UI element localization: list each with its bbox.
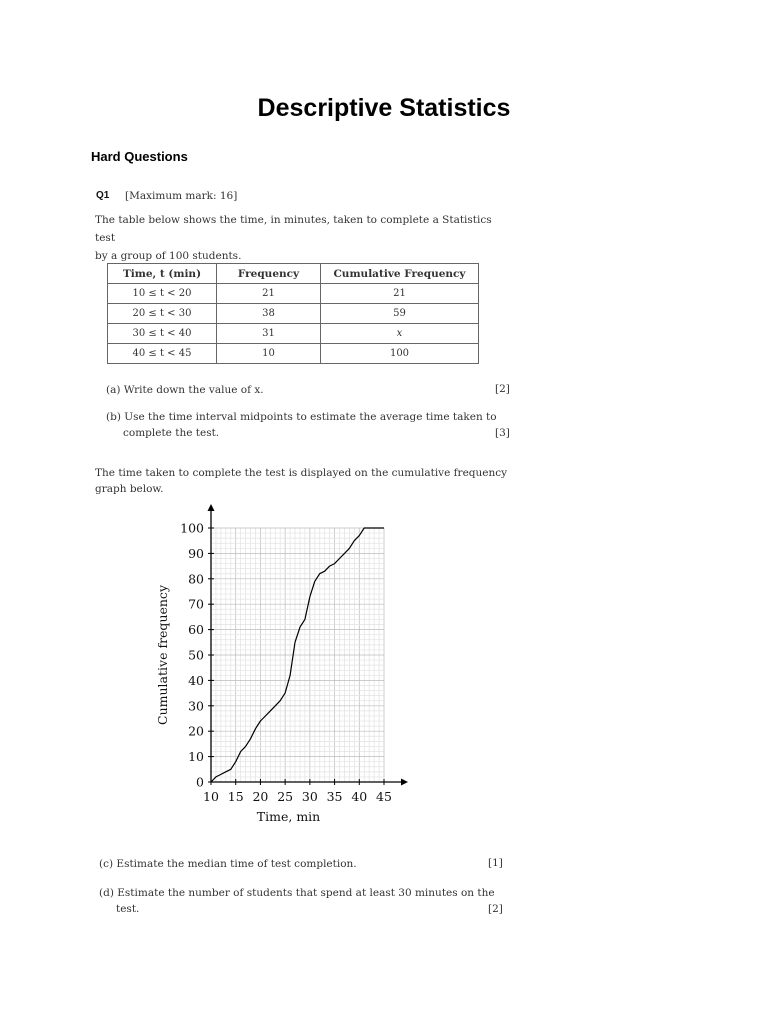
table-cell: 38: [217, 304, 321, 324]
x-tick-label: 15: [227, 789, 244, 804]
y-tick-label: 80: [188, 571, 204, 587]
table-header: Frequency: [217, 264, 321, 284]
x-tick-label: 35: [326, 789, 343, 804]
graph-intro-line: The time taken to complete the test is displayed on the cumulative frequency: [95, 467, 508, 479]
table-header-row: [108, 264, 479, 284]
y-tick-label: 60: [188, 622, 204, 638]
question-label: Q1: [96, 190, 110, 201]
graph-intro-line: graph below.: [95, 483, 164, 495]
question-intro: [95, 211, 495, 265]
y-tick-label: 30: [188, 698, 204, 714]
y-tick-label: 50: [188, 647, 204, 663]
table-cell: 21: [217, 284, 321, 304]
x-axis-arrow: [401, 779, 408, 786]
table-cell: 59: [321, 304, 479, 324]
part-b-marks: [3]: [495, 427, 510, 439]
x-tick-label: 10: [203, 789, 219, 804]
y-axis-arrow: [208, 504, 215, 511]
table-row: [108, 324, 479, 344]
x-tick-label: 40: [351, 789, 368, 804]
y-tick-label: 10: [188, 749, 204, 765]
table-header: Time, t (min): [108, 264, 217, 284]
table-cell: x: [321, 324, 479, 344]
part-b-line: (b) Use the time interval midpoints to estimate the average time taken to: [106, 411, 497, 423]
part-d-line: (d) Estimate the number of students that spend at least 30 minutes on the: [99, 887, 495, 899]
x-tick-label: 30: [301, 789, 318, 804]
intro-line: The table below shows the time, in minutes, taken to complete a Statistics test: [95, 214, 492, 244]
table-header: Cumulative Frequency: [321, 264, 479, 284]
table-cell: 20 ≤ t < 30: [108, 304, 217, 324]
max-mark: [Maximum mark: 16]: [125, 190, 238, 202]
table-row: [108, 304, 479, 324]
table-cell: 31: [217, 324, 321, 344]
x-tick-label: 45: [376, 789, 392, 804]
part-d-text: [99, 885, 495, 917]
section-heading: Hard Questions: [91, 149, 188, 164]
x-axis-label: Time, min: [256, 809, 321, 824]
y-tick-label: 20: [188, 723, 204, 739]
table-cell: 21: [321, 284, 479, 304]
part-a-marks: [2]: [495, 383, 510, 395]
part-b-line: complete the test.: [123, 427, 220, 439]
x-tick-label: 20: [252, 789, 269, 804]
table-cell: 10 ≤ t < 20: [108, 284, 217, 304]
table-cell: 40 ≤ t < 45: [108, 344, 217, 364]
frequency-table: [107, 263, 479, 364]
y-tick-label: 70: [188, 596, 204, 612]
y-tick-label: 90: [188, 545, 204, 561]
part-c-marks: [1]: [488, 857, 503, 869]
part-d-line: test.: [116, 903, 140, 915]
table-cell: 30 ≤ t < 40: [108, 324, 217, 344]
part-c-text: (c) Estimate the median time of test completion.: [99, 858, 357, 870]
part-b-text: [106, 409, 497, 441]
part-a-text: (a) Write down the value of x.: [106, 384, 264, 396]
table-cell: 100: [321, 344, 479, 364]
y-tick-label: 40: [188, 672, 204, 688]
table-row: [108, 344, 479, 364]
y-tick-label: 0: [196, 774, 204, 790]
intro-line: by a group of 100 students.: [95, 250, 242, 262]
part-d-marks: [2]: [488, 903, 503, 915]
graph-intro: [95, 465, 507, 497]
table-cell: 10: [217, 344, 321, 364]
table-row: [108, 284, 479, 304]
x-tick-label: 25: [277, 789, 294, 804]
cumulative-frequency-chart: [150, 497, 420, 832]
y-axis-label: Cumulative frequency: [155, 585, 170, 725]
y-tick-label: 100: [180, 520, 204, 536]
page-title: Descriptive Statistics: [257, 94, 511, 122]
